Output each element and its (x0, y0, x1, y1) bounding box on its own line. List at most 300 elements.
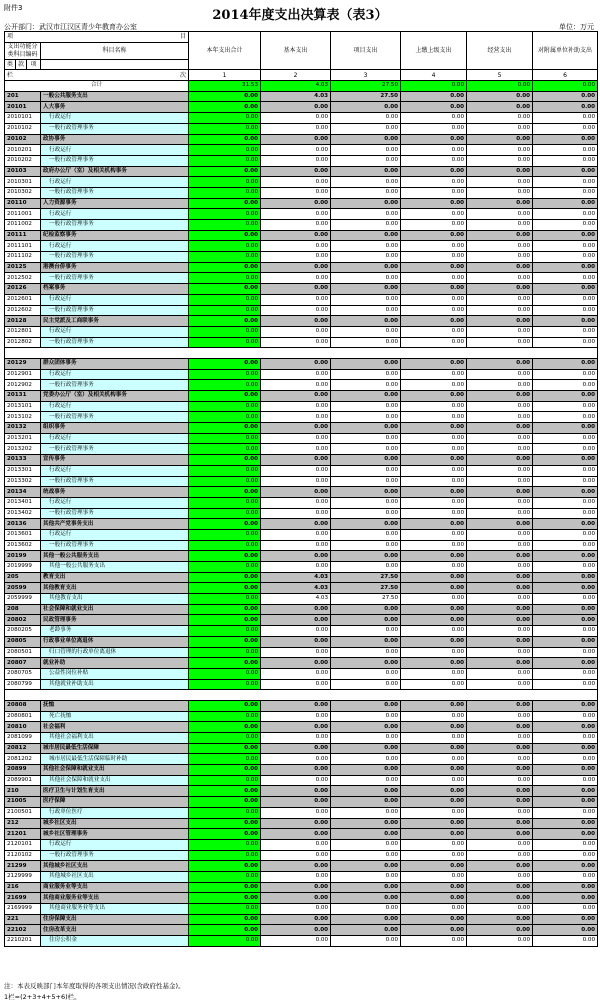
row-value: 0.00 (401, 262, 467, 273)
row-value: 0.00 (261, 166, 331, 177)
row-code: 2080705 (5, 668, 41, 679)
row-value: 0.00 (261, 882, 331, 893)
row-subject-name: 民政管理事务 (41, 615, 189, 626)
row-value: 0.00 (467, 476, 533, 487)
row-value: 0.00 (401, 326, 467, 337)
row-value: 0.00 (467, 423, 533, 434)
row-subject-name: 统战事务 (41, 487, 189, 498)
row-value: 0.00 (261, 786, 331, 797)
row-value: 0.00 (331, 936, 401, 947)
attachment-label: 附件3 (4, 4, 23, 12)
row-code: 210 (5, 786, 41, 797)
total-value: 0.00 (401, 81, 467, 92)
row-value: 0.00 (261, 358, 331, 369)
spacer-row (5, 690, 598, 701)
row-value: 0.00 (331, 925, 401, 936)
table-row (5, 187, 598, 198)
row-subject-name: 住房保障支出 (41, 914, 189, 925)
header-func-code: 支出功能分类科目编码 (5, 42, 41, 59)
row-value: 0.00 (467, 658, 533, 669)
row-value: 0.00 (189, 423, 261, 434)
table-row (5, 583, 598, 594)
row-value: 0.00 (261, 797, 331, 808)
row-value: 0.00 (189, 230, 261, 241)
row-value: 0.00 (261, 316, 331, 327)
row-code: 20129 (5, 358, 41, 369)
row-value: 0.00 (467, 529, 533, 540)
row-value: 0.00 (401, 102, 467, 113)
table-row (5, 626, 598, 637)
row-value: 0.00 (261, 209, 331, 220)
row-value: 0.00 (261, 850, 331, 861)
table-row (5, 562, 598, 573)
table-row (5, 316, 598, 327)
row-subject-name: 其他社会保障和就业支出 (41, 775, 189, 786)
row-value: 0.00 (533, 861, 598, 872)
total-value: 31.53 (189, 81, 261, 92)
row-subject-name: 一般行政管理事务 (41, 337, 189, 348)
row-value: 0.00 (467, 497, 533, 508)
row-value: 0.00 (401, 700, 467, 711)
row-value: 0.00 (401, 337, 467, 348)
row-value: 0.00 (467, 358, 533, 369)
row-value: 0.00 (331, 134, 401, 145)
row-value: 0.00 (261, 733, 331, 744)
row-code: 2011002 (5, 220, 41, 231)
row-subject-name: 一般行政管理事务 (41, 850, 189, 861)
row-value: 0.00 (261, 198, 331, 209)
row-value: 0.00 (467, 636, 533, 647)
row-code: 2012802 (5, 337, 41, 348)
row-value: 0.00 (533, 284, 598, 295)
row-value: 0.00 (533, 177, 598, 188)
row-value: 0.00 (401, 284, 467, 295)
row-code: 20131 (5, 391, 41, 402)
row-code: 2120102 (5, 850, 41, 861)
row-code: 20807 (5, 658, 41, 669)
total-value: 27.50 (331, 81, 401, 92)
row-value: 0.00 (401, 177, 467, 188)
row-subject-name: 行政运行 (41, 401, 189, 412)
row-value: 0.00 (261, 679, 331, 690)
row-subject-name: 城市居民最低生活保障临时补助 (41, 754, 189, 765)
row-value: 0.00 (261, 380, 331, 391)
row-subject-name: 其他就业补助支出 (41, 679, 189, 690)
row-value: 0.00 (401, 358, 467, 369)
row-code: 2019999 (5, 562, 41, 573)
table-row (5, 540, 598, 551)
row-value: 0.00 (401, 187, 467, 198)
row-value: 0.00 (467, 882, 533, 893)
row-value: 0.00 (533, 198, 598, 209)
row-subject-name: 行政运行 (41, 145, 189, 156)
header-ci: 次 (180, 71, 187, 79)
total-row (5, 81, 598, 92)
row-value: 0.00 (189, 765, 261, 776)
row-value: 0.00 (467, 209, 533, 220)
row-value: 0.00 (467, 391, 533, 402)
row-value: 0.00 (401, 711, 467, 722)
table-row (5, 861, 598, 872)
row-value: 0.00 (261, 829, 331, 840)
row-subject-name: 行政运行 (41, 177, 189, 188)
header-num-6: 6 (533, 70, 598, 81)
row-code: 20810 (5, 722, 41, 733)
row-value: 0.00 (189, 636, 261, 647)
row-subject-name: 死亡抚恤 (41, 711, 189, 722)
row-value: 0.00 (467, 615, 533, 626)
row-subject-name: 行政运行 (41, 294, 189, 305)
row-code: 2013302 (5, 476, 41, 487)
row-code: 221 (5, 914, 41, 925)
row-value: 0.00 (401, 145, 467, 156)
table-row (5, 284, 598, 295)
row-value: 0.00 (401, 401, 467, 412)
row-value: 0.00 (467, 401, 533, 412)
row-value: 0.00 (467, 765, 533, 776)
row-value: 0.00 (401, 850, 467, 861)
row-value: 0.00 (401, 914, 467, 925)
row-value: 0.00 (261, 273, 331, 284)
row-value: 0.00 (401, 904, 467, 915)
row-value: 0.00 (189, 754, 261, 765)
row-value: 0.00 (533, 369, 598, 380)
table-row (5, 647, 598, 658)
table-row (5, 305, 598, 316)
row-subject-name: 抚恤 (41, 700, 189, 711)
row-subject-name: 一般行政管理事务 (41, 123, 189, 134)
row-value: 0.00 (331, 487, 401, 498)
row-value: 0.00 (533, 936, 598, 947)
row-value: 0.00 (261, 754, 331, 765)
row-value: 0.00 (401, 166, 467, 177)
row-value: 0.00 (533, 209, 598, 220)
row-subject-name: 其他城乡社区支出 (41, 861, 189, 872)
row-subject-name: 政府办公厅（室）及相关机构事务 (41, 166, 189, 177)
row-value: 0.00 (533, 102, 598, 113)
row-value: 0.00 (533, 187, 598, 198)
row-value: 0.00 (261, 658, 331, 669)
row-value: 0.00 (401, 839, 467, 850)
row-value: 0.00 (533, 241, 598, 252)
row-value: 0.00 (331, 743, 401, 754)
row-value: 0.00 (261, 262, 331, 273)
table-row (5, 572, 598, 583)
table-row (5, 775, 598, 786)
table-row (5, 102, 598, 113)
row-value: 0.00 (401, 786, 467, 797)
table-row (5, 733, 598, 744)
row-value: 0.00 (331, 786, 401, 797)
table-row (5, 914, 598, 925)
row-subject-name: 一般行政管理事务 (41, 305, 189, 316)
row-value: 0.00 (189, 102, 261, 113)
row-value: 0.00 (331, 209, 401, 220)
header-xiang: 项 (7, 33, 14, 41)
row-value: 0.00 (261, 465, 331, 476)
row-subject-name: 行政运行 (41, 326, 189, 337)
row-subject-name: 老龄事务 (41, 626, 189, 637)
row-value: 0.00 (533, 583, 598, 594)
unit-label: 单位：万元 (559, 23, 594, 31)
row-value: 0.00 (331, 519, 401, 530)
row-value: 0.00 (331, 423, 401, 434)
row-value: 0.00 (401, 123, 467, 134)
row-value: 0.00 (467, 893, 533, 904)
row-value: 0.00 (401, 893, 467, 904)
row-code: 2013202 (5, 444, 41, 455)
row-value: 0.00 (533, 155, 598, 166)
row-value: 0.00 (189, 401, 261, 412)
row-subject-name: 就业补助 (41, 658, 189, 669)
row-code: 20128 (5, 316, 41, 327)
row-subject-name: 其他教育支出 (41, 583, 189, 594)
row-value: 0.00 (261, 155, 331, 166)
row-subject-name: 政协事务 (41, 134, 189, 145)
row-value: 0.00 (401, 497, 467, 508)
row-value: 0.00 (401, 230, 467, 241)
row-subject-name: 人大事务 (41, 102, 189, 113)
row-value: 0.00 (189, 358, 261, 369)
row-value: 0.00 (189, 871, 261, 882)
row-value: 0.00 (467, 305, 533, 316)
row-value: 0.00 (401, 551, 467, 562)
table-row (5, 797, 598, 808)
row-value: 0.00 (189, 551, 261, 562)
row-value: 0.00 (261, 476, 331, 487)
row-value: 0.00 (533, 871, 598, 882)
row-value: 0.00 (261, 818, 331, 829)
row-value: 0.00 (261, 134, 331, 145)
row-value: 0.00 (467, 326, 533, 337)
header-xiang-mu (5, 32, 189, 43)
row-code: 20134 (5, 487, 41, 498)
table-row (5, 636, 598, 647)
row-value: 0.00 (533, 882, 598, 893)
row-value: 0.00 (189, 305, 261, 316)
table-row (5, 412, 598, 423)
row-subject-name: 人力资源事务 (41, 198, 189, 209)
row-code: 20802 (5, 615, 41, 626)
row-value: 0.00 (261, 391, 331, 402)
row-value: 0.00 (189, 284, 261, 295)
row-code: 2169999 (5, 904, 41, 915)
row-value: 0.00 (189, 658, 261, 669)
row-value: 0.00 (401, 861, 467, 872)
row-value: 0.00 (533, 412, 598, 423)
row-value: 0.00 (467, 412, 533, 423)
row-value: 0.00 (401, 220, 467, 231)
row-code: 2012901 (5, 369, 41, 380)
row-code: 201 (5, 91, 41, 102)
row-value: 0.00 (261, 914, 331, 925)
row-value: 0.00 (331, 626, 401, 637)
row-code: 2013301 (5, 465, 41, 476)
table-row (5, 326, 598, 337)
row-value: 0.00 (331, 882, 401, 893)
table-row (5, 262, 598, 273)
row-value: 0.00 (533, 668, 598, 679)
row-subject-name: 一般行政管理事务 (41, 252, 189, 263)
row-value: 0.00 (261, 636, 331, 647)
row-value: 0.00 (189, 743, 261, 754)
table-row (5, 177, 598, 188)
header-num-2: 2 (261, 70, 331, 81)
row-value: 27.50 (331, 583, 401, 594)
row-value: 0.00 (261, 722, 331, 733)
row-code: 2012801 (5, 326, 41, 337)
row-value: 0.00 (189, 797, 261, 808)
row-value: 0.00 (467, 273, 533, 284)
row-value: 0.00 (331, 145, 401, 156)
row-value: 0.00 (401, 583, 467, 594)
row-value: 0.00 (189, 679, 261, 690)
row-value: 0.00 (467, 807, 533, 818)
expenditure-table (4, 31, 598, 947)
row-value: 0.00 (533, 230, 598, 241)
row-subject-name: 一般行政管理事务 (41, 155, 189, 166)
row-value: 0.00 (261, 433, 331, 444)
table-row (5, 850, 598, 861)
row-value: 0.00 (189, 134, 261, 145)
row-value: 0.00 (261, 337, 331, 348)
row-value: 0.00 (401, 209, 467, 220)
table-row (5, 700, 598, 711)
row-code: 20101 (5, 102, 41, 113)
row-value: 0.00 (189, 497, 261, 508)
row-value: 0.00 (467, 487, 533, 498)
row-code: 2081202 (5, 754, 41, 765)
row-value: 0.00 (533, 893, 598, 904)
row-value: 0.00 (467, 925, 533, 936)
row-code: 20126 (5, 284, 41, 295)
total-value: 0.00 (467, 81, 533, 92)
row-value: 0.00 (533, 337, 598, 348)
row-subject-name: 其他城乡社区支出 (41, 871, 189, 882)
row-code: 2013101 (5, 401, 41, 412)
row-value: 0.00 (261, 326, 331, 337)
table-row (5, 765, 598, 776)
row-value: 0.00 (533, 220, 598, 231)
row-code: 20136 (5, 519, 41, 530)
row-value: 0.00 (467, 775, 533, 786)
row-value: 0.00 (331, 647, 401, 658)
row-value: 0.00 (331, 636, 401, 647)
row-value: 0.00 (261, 401, 331, 412)
row-value: 0.00 (401, 743, 467, 754)
row-value: 0.00 (533, 519, 598, 530)
row-value: 0.00 (467, 433, 533, 444)
row-value: 0.00 (189, 326, 261, 337)
row-value: 0.00 (467, 604, 533, 615)
row-value: 0.00 (467, 700, 533, 711)
row-subject-name: 行政事业单位离退休 (41, 636, 189, 647)
row-value: 0.00 (401, 626, 467, 637)
row-value: 0.00 (331, 369, 401, 380)
table-row (5, 529, 598, 540)
row-value: 0.00 (189, 187, 261, 198)
row-code: 2013402 (5, 508, 41, 519)
row-value: 0.00 (401, 305, 467, 316)
row-value: 0.00 (533, 497, 598, 508)
row-value: 0.00 (467, 508, 533, 519)
row-value: 0.00 (401, 91, 467, 102)
row-value: 0.00 (331, 326, 401, 337)
row-subject-name: 医疗保障 (41, 797, 189, 808)
row-value: 0.00 (467, 284, 533, 295)
header-subject-name: 科目名称 (41, 42, 189, 59)
header-lei: 类 (5, 59, 16, 70)
row-subject-name: 商业服务业等支出 (41, 882, 189, 893)
row-value: 0.00 (189, 807, 261, 818)
row-subject-name: 一般行政管理事务 (41, 508, 189, 519)
row-value: 0.00 (189, 123, 261, 134)
row-subject-name: 城市居民最低生活保障 (41, 743, 189, 754)
row-value: 0.00 (261, 529, 331, 540)
row-value: 0.00 (331, 754, 401, 765)
row-value: 0.00 (467, 187, 533, 198)
row-subject-name: 港澳台侨事务 (41, 262, 189, 273)
row-value: 0.00 (467, 839, 533, 850)
row-value: 0.00 (261, 519, 331, 530)
row-value: 0.00 (189, 198, 261, 209)
row-code: 2010302 (5, 187, 41, 198)
row-value: 0.00 (401, 604, 467, 615)
row-value: 0.00 (533, 391, 598, 402)
row-value: 0.00 (189, 829, 261, 840)
table-row (5, 818, 598, 829)
row-subject-name: 城乡社区管理事务 (41, 829, 189, 840)
row-value: 0.00 (331, 818, 401, 829)
row-code: 2012601 (5, 294, 41, 305)
row-value: 0.00 (261, 615, 331, 626)
row-value: 0.00 (331, 455, 401, 466)
header-lan: 栏 (7, 71, 14, 79)
row-code: 2013201 (5, 433, 41, 444)
row-value: 0.00 (189, 380, 261, 391)
row-value: 0.00 (401, 465, 467, 476)
row-subject-name: 档案事务 (41, 284, 189, 295)
row-value: 0.00 (533, 839, 598, 850)
row-value: 0.00 (331, 230, 401, 241)
row-value: 0.00 (467, 562, 533, 573)
table-row (5, 786, 598, 797)
row-value: 0.00 (467, 733, 533, 744)
row-subject-name: 住房公积金 (41, 936, 189, 947)
table-row (5, 743, 598, 754)
row-value: 0.00 (467, 871, 533, 882)
header-num-3: 3 (331, 70, 401, 81)
row-value: 0.00 (331, 391, 401, 402)
row-value: 0.00 (401, 733, 467, 744)
header-col-total: 本年支出合计 (189, 32, 261, 70)
row-value: 0.00 (533, 807, 598, 818)
table-row (5, 391, 598, 402)
row-value: 0.00 (261, 423, 331, 434)
row-value: 0.00 (467, 91, 533, 102)
row-value: 0.00 (467, 540, 533, 551)
row-value: 0.00 (467, 155, 533, 166)
table-row (5, 722, 598, 733)
row-value: 0.00 (467, 626, 533, 637)
row-value: 0.00 (331, 497, 401, 508)
row-value: 0.00 (261, 647, 331, 658)
row-value: 0.00 (189, 882, 261, 893)
row-value: 0.00 (533, 358, 598, 369)
row-code: 2080205 (5, 626, 41, 637)
row-code: 21201 (5, 829, 41, 840)
row-subject-name: 行政运行 (41, 529, 189, 540)
